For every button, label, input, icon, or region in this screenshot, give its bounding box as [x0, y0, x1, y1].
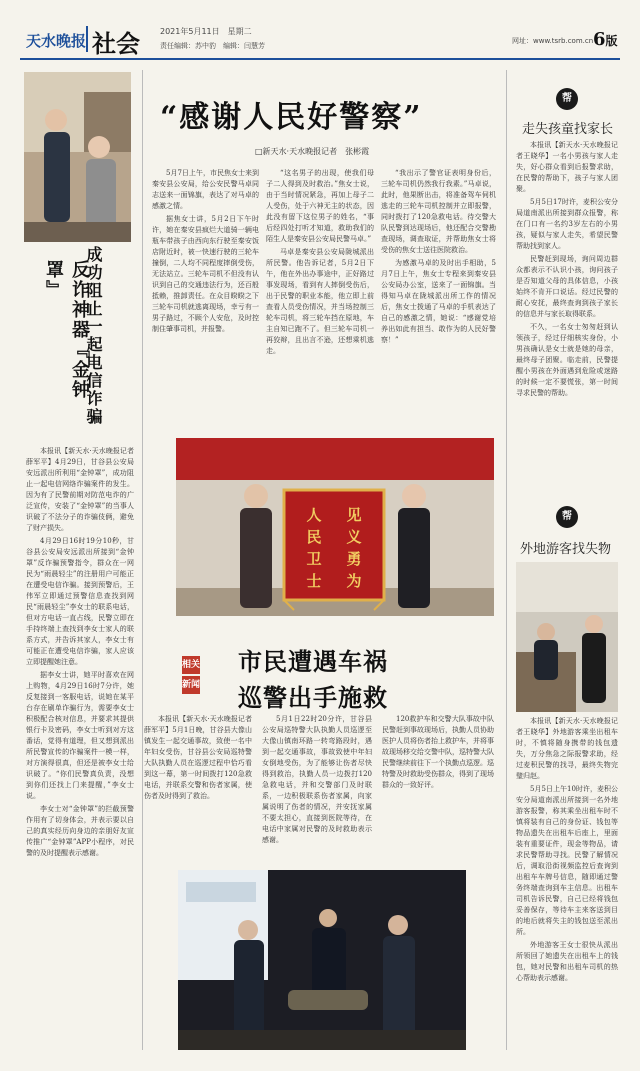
- second-story-title-line1: 市民遭遇车祸: [238, 647, 388, 676]
- banner-char: 卫: [306, 550, 322, 568]
- right-section1-paragraph: 不久，一名女士匆匆赶到认领孩子，经过仔细核实身份，小男孩确认是女士就是她的母亲，最终母子团聚。临走前，民警提醒小男孩在外面遇到危险或迷路的时候一定不要慌张，第一时间寻求民警的帮助。: [516, 323, 618, 397]
- column-rule-left: [142, 70, 143, 1050]
- right-section1-paragraph: 5月5日17时许，麦积公安分局道南派出所接到群众报警，称在门口有一名约3岁左右的小男孩，疑似与家人走失，希望民警帮助找到家人。: [516, 198, 618, 250]
- main-story-paragraph: “这名男子的出现，使我们母子二人得到及时救治。”焦女士说，由于当时情况紧急，再加上母子二人受伤，处于六神无主的状态，因此没有留下这位男子的姓名，“事后经四处打听才知道，救助我们的陌生人是秦安县公安局民警马卓。”: [266, 169, 374, 243]
- right-section2-paragraph: 5月5日上午10时许，麦积公安分局道南派出所接到一名外地游客报警，称其乘坐出租车时不慎将装有自己的身份证、钱包等物品遗失在出租车后座上，里面装有重要证件，现金等物品，请求民警帮助寻找。民警了解情况后，调取沿街视频监控后查询到出租车车牌号信息，随即通过警务终端查询到车主信息。出租车司机告诉民警，自己已经将钱包妥善保存，等待车主来客送到目的地后就将失主的钱包送至派出所。: [516, 785, 618, 936]
- right-section1-title: 走失孩童找家长: [522, 122, 614, 137]
- left-story-paragraph: 据李女士讲，她平时喜欢在网上购物，4月29日16时7分许，她反复接到一客服电话，说她在某平台存在刷单诈骗行为，需要李女士积极配合核对信息，并要求其提供银行卡及密码，李女士听到对方这番话，觉得有道理，但又想到派出所民警宣传的诈骗案件一模一样，对方演得很真，但还是被李女士给识破了。“你们民警真负责，没想到你们还找上门来提醒，”李女士说。: [26, 671, 134, 800]
- section-title: 社会: [92, 29, 140, 58]
- masthead-rule: [20, 58, 620, 60]
- related-news-tag-2: 新闻: [182, 676, 200, 694]
- second-story-title-line2: 巡警出手施救: [238, 683, 388, 712]
- banner-char: 民: [306, 528, 322, 546]
- second-story-col2: [262, 714, 372, 864]
- newspaper-logo: 天水晚报: [26, 32, 87, 50]
- banner-char: 义: [346, 528, 362, 546]
- main-story-col3: [381, 168, 496, 430]
- right-section2-title: 外地游客找失物: [520, 542, 612, 557]
- left-story-paragraph: 4月29日16时19分10秒，甘谷县公安局安远派出所接到“金钟罩”反诈骗预警指令，群众在一网民为“雨晨轻尘”的注册用户可能正在遭受电信诈骗。接到预警后，王伟军立即通过预警信息查找到网民“雨晨轻尘”李女士的联系电话，但对方电话一直占线，民警立即在手持终端上查找到李女士家人的联系方式，并告诉其家人，李女士有可能正在遭受电信诈骗，家人应该立即提醒她注意。: [26, 537, 134, 666]
- left-story-paragraph: 李女士对“金钟罩”的拦截预警作用有了切身体会，并表示要以自己的真实经历向身边的亲朋好友宣传推广“金钟罩”APP小程序，对民警的及时提醒表示感谢。: [26, 805, 134, 857]
- banner-char: 见: [346, 506, 362, 524]
- page-number: [593, 29, 618, 50]
- left-story-title-line2: 反诈神器『金钟罩』: [43, 260, 90, 400]
- main-story-paragraph: 为感激马卓的及时出手相助，5月7日上午，焦女士专程来到秦安县公安局办公室，送来了一面锦旗。当得知马卓在陇城派出所工作的情况后，焦女士拨通了马卓的手机表达了自己的感激之情，她说：“感谢党培养出如此有担当、敢作为的人民好警察！”: [381, 259, 496, 344]
- page-number-value: 6: [593, 29, 606, 50]
- main-story-col1: [152, 168, 259, 430]
- main-story-paragraph: 马卓是秦安县公安局陇城派出所民警。他告诉记者，5月2日下午，他在外出办事途中，正好路过事发现场，看到有人摔倒受伤后，出于民警的职业本能，他立即上前查看人员受伤情况，并当场控制三轮车司机，将三轮车挡在原地，车主自知已跑不了。但三轮车司机一再狡辩，且出言不逊，还想乘机逃走。: [266, 248, 374, 355]
- banner-char: 士: [306, 572, 322, 590]
- right-section2-paragraph: 本报讯【新天水·天水晚报记者王晓华】外地游客乘坐出租车时，不慎将随身携带的钱包遗失，万分焦急之际报警求助，经过麦积民警的找寻，最终失物完璧归赵。: [516, 717, 618, 780]
- issue-date: 2021年5月11日 星期二: [160, 27, 252, 36]
- left-story-body: [26, 446, 134, 1046]
- masthead-divider: [86, 26, 88, 52]
- banner-char: 人: [306, 506, 322, 524]
- main-story-paragraph: “我出示了警官证表明身份后，三轮车司机仍然我行我素。”马卓说，此时，他果断出击，将准备驾车伺机逃走的三轮车司机控制并立即报警，同时拨打了120急救电话。待交警大队民警到达现场后，他还配合交警勘查现场，调查取证，并帮助焦女士将受伤的焦女士送往医院救治。: [381, 169, 496, 254]
- second-story-paragraph: 本报讯【新天水·天水晚报记者薛军平】5月1日晚，甘谷县大像山镇发生一起交通事故，致使一名中年妇女受伤，甘谷县公安局巡特警大队执勤人员在巡逻过程中恰巧看到这一幕，第一时间拨打120急救电话，并联系交警和伤者家属，使伤者及时得到了救治。: [144, 715, 252, 800]
- page-suffix: 版: [605, 34, 618, 48]
- right-section2-paragraph: 外地游客王女士很快从派出所领回了她遗失在出租车上的钱包，她对民警和出租车司机的热心帮助表示感谢。: [516, 941, 618, 982]
- second-story-paragraph: 5月1日22时20分许，甘谷县公安局巡特警大队执勤人员巡逻至大像山镇南环路一转弯路段时，遇到一起交通事故，事故致使中年妇女倒地受伤，为了能够让伤者尽快得到救治，执勤人员一边拨打120急救电话，并和交警部门及时联系，一边积极联系伤者家属，向家属说明了伤者的情况，并安抚家属不要太担心，直接到医院等待，在电话中家属对民警的及时救助表示感谢。: [262, 715, 372, 844]
- second-story-col1: [144, 714, 252, 864]
- main-story-paragraph: 据焦女士讲，5月2日下午时许，她在秦安县疯烂大道骑一辆电瓶车带孩子由西向东行驶至秦安饭店附近时，被一快速行驶的三轮车撞倒，二人均不同程度摔倒受伤，无法站立。三轮车司机不但没有认识到自己的交通违法行为，还百般抵赖，推卸责任。在众目睽睽之下三轮车司机就逃离现场，幸亏有一男子路过，不顾个人安危，及时控制住肇事司机，并报警。: [152, 215, 259, 333]
- column-rule-right: [506, 70, 507, 1050]
- second-story-paragraph: 120救护车和交警大队事故中队民警赶到事故现场后，执勤人员协助医护人员将伤者抬上救护车，并将事故现场移交给交警中队，巡特警大队民警继续前往下一个执勤点巡逻。巡特警及时救助受伤群众，得到了现场群众的一致好评。: [382, 715, 494, 789]
- main-story-byline: □新天水·天水晚报记者 张彬霞: [255, 147, 370, 156]
- right-section1-paragraph: 民警赶到现场，询问周边群众都表示不认识小孩，询问孩子是否知道父母的具体信息，小孩始终不肯开口说话。经过民警的耐心安抚，最终查询到孩子家长的信息并与家长取得联系。: [516, 255, 618, 318]
- banner-presentation-photo: [176, 438, 494, 616]
- police-station-photo: [516, 562, 618, 712]
- left-story-paragraph: 本报讯【新天水·天水晚报记者薛军平】4月29日，甘谷县公安局安远派出所利用“金钟罩”，成功阻止一起电信网络诈骗案件的发生。因为有了民警前期对防范电诈的广泛宣传，安装了“金钟罩”的当事人识破了不法分子的诈骗伎俩，避免了财产损失。: [26, 447, 134, 532]
- right-section1-body: [516, 140, 618, 480]
- related-news-tag-1: 相关: [182, 656, 200, 674]
- help-badge-2: 帮: [556, 506, 578, 528]
- left-story-title-line1: 成功阻止一起电信诈骗: [84, 246, 103, 426]
- right-section2-body: [516, 716, 618, 1052]
- banner-char: 勇: [346, 550, 362, 568]
- accident-rescue-photo: [178, 870, 466, 1050]
- website-url[interactable]: 网址：www.tsrb.com.cn: [512, 37, 594, 45]
- second-story-col3: [382, 714, 494, 864]
- left-story-photo: [24, 72, 131, 242]
- main-story-col2: [266, 168, 374, 430]
- help-badge-1: 帮: [556, 88, 578, 110]
- right-section1-paragraph: 本报讯【新天水·天水晚报记者王晓华】一名小男孩与家人走失，好心群众看到后报警求助，在民警的帮助下，孩子与家人团聚。: [516, 141, 618, 193]
- main-story-title: “感谢人民好警察”: [160, 100, 423, 135]
- main-story-paragraph: 5月7日上午，市民焦女士来到秦安县公安局，给公安民警马卓同志送来一面锦旗，表达了对马卓的感激之情。: [152, 169, 259, 210]
- editor-credits: 责任编辑：苏中豹 编辑：闫慧芳: [160, 42, 265, 50]
- banner-char: 为: [346, 572, 362, 590]
